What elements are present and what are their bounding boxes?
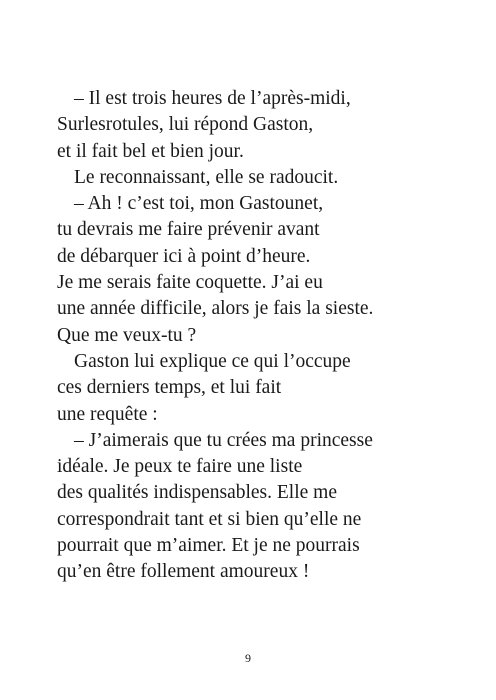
- text-line: Que me veux-tu ?: [57, 324, 197, 346]
- text-line: et il fait bel et bien jour.: [57, 140, 244, 162]
- text-line: Surlesrotules, lui répond Gaston,: [57, 114, 314, 136]
- body-text: [57, 86, 437, 586]
- text-line: de débarquer ici à point d’heure.: [57, 245, 311, 267]
- text-line: – Ah ! c’est toi, mon Gastounet,: [74, 193, 324, 215]
- text-line: – Il est trois heures de l’après-midi,: [74, 88, 351, 109]
- text-line: idéale. Je peux te faire une liste: [57, 456, 303, 478]
- text-line: qu’en être follement amoureux !: [57, 561, 310, 583]
- page-number: 9: [245, 651, 251, 665]
- text-line: Gaston lui explique ce qui l’occupe: [74, 350, 351, 372]
- text-line: une année difficile, alors je fais la sieste.: [57, 298, 374, 320]
- text-line: tu devrais me faire prévenir avant: [57, 219, 320, 241]
- text-line: une requête :: [57, 403, 158, 425]
- text-line: – J’aimerais que tu crées ma princesse: [74, 429, 373, 451]
- text-line: pourrait que m’aimer. Et je ne pourrais: [57, 535, 360, 557]
- text-line: Je me serais faite coquette. J’ai eu: [57, 272, 323, 294]
- text-line: ces derniers temps, et lui fait: [57, 377, 282, 399]
- text-line: des qualités indispensables. Elle me: [57, 482, 337, 504]
- text-line: Le reconnaissant, elle se radoucit.: [74, 166, 339, 188]
- text-line: correspondrait tant et si bien qu’elle ne: [57, 508, 362, 530]
